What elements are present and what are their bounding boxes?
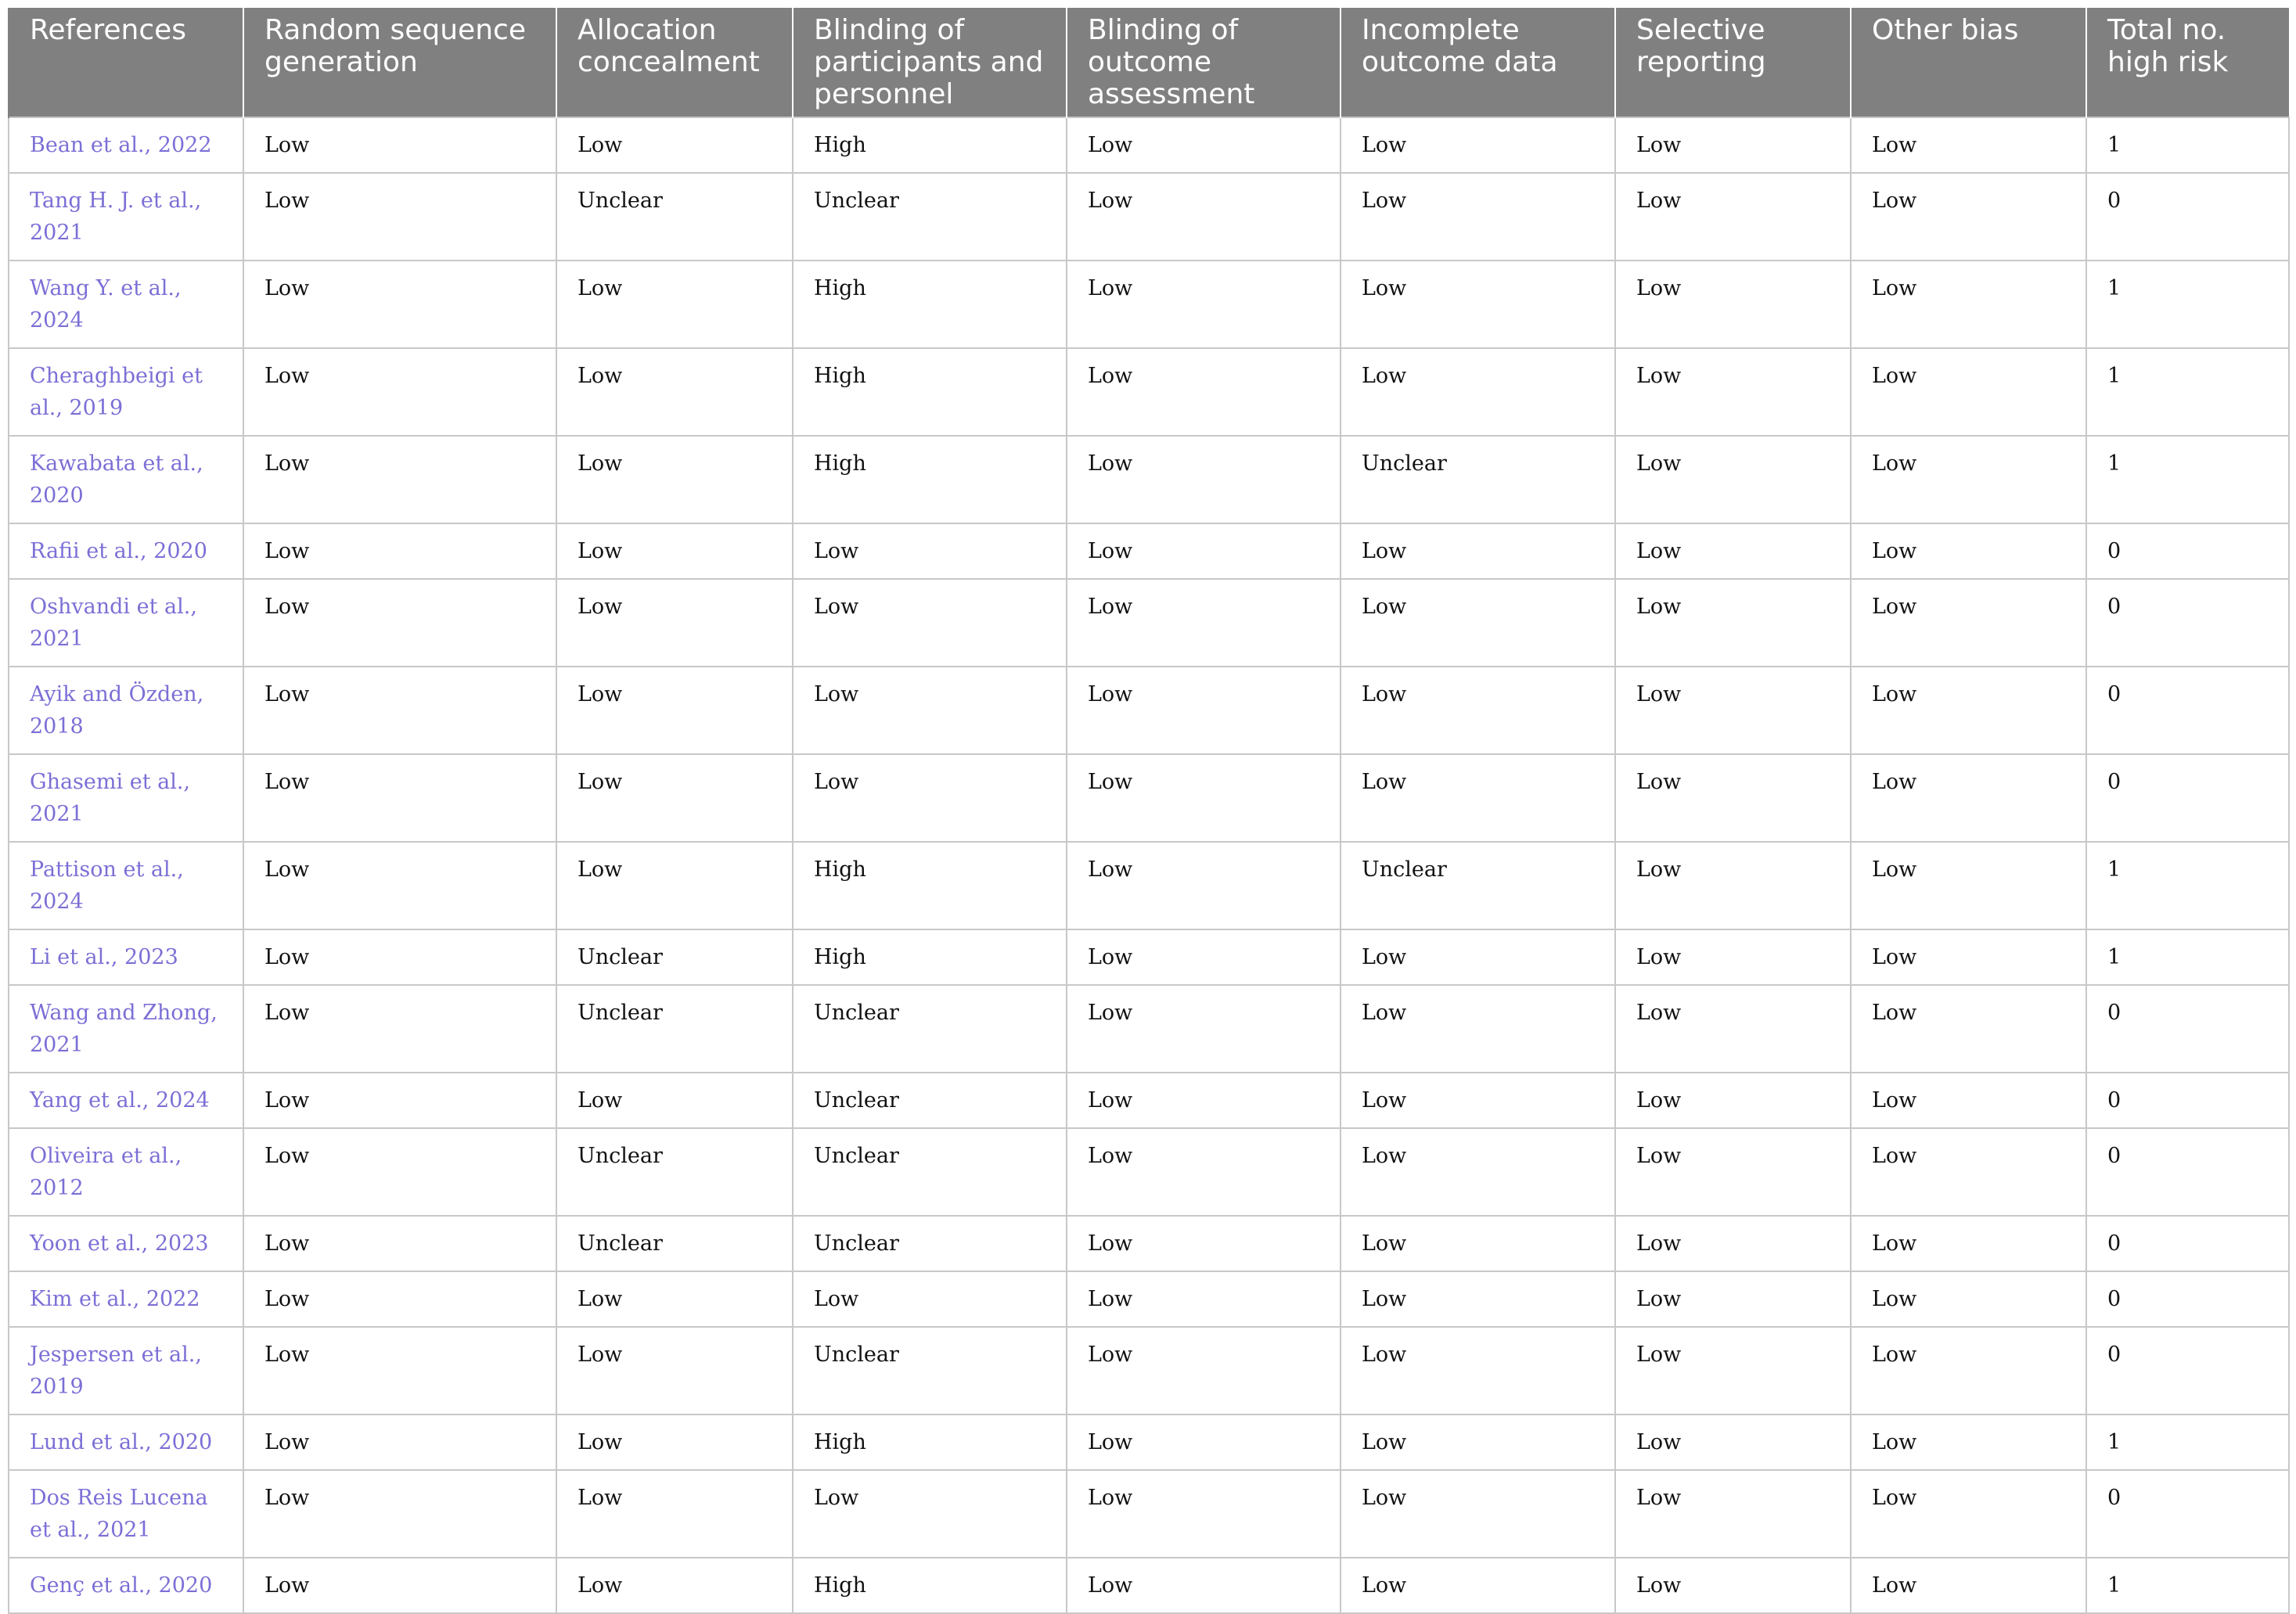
random-sequence-cell: Low [243, 1558, 556, 1613]
selective-reporting-cell: Low [1615, 436, 1851, 523]
blinding-participants-cell: High [793, 1558, 1067, 1613]
blinding-participants-cell: Low [793, 754, 1067, 842]
blinding-outcome-cell: Low [1067, 842, 1341, 929]
total-high-risk-cell: 0 [2086, 754, 2289, 842]
random-sequence-cell: Low [243, 985, 556, 1073]
other-bias-cell: Low [1851, 985, 2086, 1073]
total-high-risk-cell: 1 [2086, 261, 2289, 348]
reference-cell[interactable]: Rafii et al., 2020 [9, 523, 243, 579]
random-sequence-cell: Low [243, 1073, 556, 1128]
random-sequence-cell: Low [243, 436, 556, 523]
selective-reporting-cell: Low [1615, 1414, 1851, 1470]
table-body [9, 117, 2289, 1613]
selective-reporting-cell: Low [1615, 1470, 1851, 1558]
other-bias-cell: Low [1851, 523, 2086, 579]
blinding-outcome-cell: Low [1067, 1470, 1341, 1558]
blinding-outcome-cell: Low [1067, 173, 1341, 261]
reference-cell[interactable]: Ghasemi et al., 2021 [9, 754, 243, 842]
random-sequence-cell: Low [243, 1271, 556, 1327]
table-row [9, 1073, 2289, 1128]
header-other-bias: Other bias [1851, 8, 2086, 117]
blinding-outcome-cell: Low [1067, 1558, 1341, 1613]
total-high-risk-cell: 1 [2086, 929, 2289, 985]
allocation-concealment-cell: Low [556, 436, 793, 523]
incomplete-outcome-cell: Low [1341, 1558, 1615, 1613]
table-row [9, 579, 2289, 667]
allocation-concealment-cell: Unclear [556, 173, 793, 261]
blinding-participants-cell: Unclear [793, 1073, 1067, 1128]
total-high-risk-cell: 0 [2086, 667, 2289, 754]
incomplete-outcome-cell: Low [1341, 261, 1615, 348]
table-row [9, 523, 2289, 579]
incomplete-outcome-cell: Low [1341, 929, 1615, 985]
allocation-concealment-cell: Low [556, 1558, 793, 1613]
header-references: References [9, 8, 243, 117]
total-high-risk-cell: 0 [2086, 1073, 2289, 1128]
blinding-outcome-cell: Low [1067, 667, 1341, 754]
header-selective-reporting: Selective reporting [1615, 8, 1851, 117]
reference-cell[interactable]: Jespersen et al., 2019 [9, 1327, 243, 1414]
other-bias-cell: Low [1851, 1470, 2086, 1558]
blinding-participants-cell: High [793, 842, 1067, 929]
allocation-concealment-cell: Unclear [556, 929, 793, 985]
reference-cell[interactable]: Dos Reis Lucena et al., 2021 [9, 1470, 243, 1558]
allocation-concealment-cell: Unclear [556, 1216, 793, 1271]
incomplete-outcome-cell: Low [1341, 1271, 1615, 1327]
selective-reporting-cell: Low [1615, 842, 1851, 929]
selective-reporting-cell: Low [1615, 261, 1851, 348]
other-bias-cell: Low [1851, 117, 2086, 173]
total-high-risk-cell: 0 [2086, 579, 2289, 667]
selective-reporting-cell: Low [1615, 1558, 1851, 1613]
blinding-outcome-cell: Low [1067, 348, 1341, 436]
incomplete-outcome-cell: Low [1341, 1414, 1615, 1470]
incomplete-outcome-cell: Unclear [1341, 436, 1615, 523]
total-high-risk-cell: 0 [2086, 523, 2289, 579]
other-bias-cell: Low [1851, 1073, 2086, 1128]
blinding-outcome-cell: Low [1067, 117, 1341, 173]
allocation-concealment-cell: Low [556, 1327, 793, 1414]
total-high-risk-cell: 0 [2086, 985, 2289, 1073]
random-sequence-cell: Low [243, 348, 556, 436]
other-bias-cell: Low [1851, 579, 2086, 667]
selective-reporting-cell: Low [1615, 348, 1851, 436]
blinding-outcome-cell: Low [1067, 1327, 1341, 1414]
table-row [9, 348, 2289, 436]
total-high-risk-cell: 0 [2086, 1327, 2289, 1414]
allocation-concealment-cell: Low [556, 1470, 793, 1558]
other-bias-cell: Low [1851, 1414, 2086, 1470]
table-row [9, 1558, 2289, 1613]
other-bias-cell: Low [1851, 173, 2086, 261]
other-bias-cell: Low [1851, 842, 2086, 929]
table-row [9, 842, 2289, 929]
reference-cell[interactable]: Kawabata et al., 2020 [9, 436, 243, 523]
reference-cell[interactable]: Yang et al., 2024 [9, 1073, 243, 1128]
table-row [9, 1271, 2289, 1327]
random-sequence-cell: Low [243, 523, 556, 579]
selective-reporting-cell: Low [1615, 579, 1851, 667]
total-high-risk-cell: 0 [2086, 173, 2289, 261]
table-row [9, 117, 2289, 173]
other-bias-cell: Low [1851, 348, 2086, 436]
total-high-risk-cell: 0 [2086, 1271, 2289, 1327]
blinding-outcome-cell: Low [1067, 1073, 1341, 1128]
random-sequence-cell: Low [243, 1414, 556, 1470]
blinding-participants-cell: Unclear [793, 1216, 1067, 1271]
incomplete-outcome-cell: Low [1341, 173, 1615, 261]
random-sequence-cell: Low [243, 579, 556, 667]
selective-reporting-cell: Low [1615, 929, 1851, 985]
allocation-concealment-cell: Low [556, 1414, 793, 1470]
reference-cell[interactable]: Li et al., 2023 [9, 929, 243, 985]
incomplete-outcome-cell: Low [1341, 1470, 1615, 1558]
incomplete-outcome-cell: Low [1341, 754, 1615, 842]
other-bias-cell: Low [1851, 436, 2086, 523]
total-high-risk-cell: 1 [2086, 436, 2289, 523]
header-blinding-outcome: Blinding of outcome assessment [1067, 8, 1341, 117]
selective-reporting-cell: Low [1615, 667, 1851, 754]
blinding-participants-cell: Low [793, 1271, 1067, 1327]
other-bias-cell: Low [1851, 667, 2086, 754]
blinding-participants-cell: High [793, 929, 1067, 985]
blinding-participants-cell: High [793, 261, 1067, 348]
table-row [9, 1216, 2289, 1271]
total-high-risk-cell: 1 [2086, 348, 2289, 436]
other-bias-cell: Low [1851, 261, 2086, 348]
incomplete-outcome-cell: Low [1341, 579, 1615, 667]
blinding-participants-cell: Unclear [793, 173, 1067, 261]
allocation-concealment-cell: Low [556, 667, 793, 754]
reference-cell[interactable]: Wang and Zhong, 2021 [9, 985, 243, 1073]
blinding-outcome-cell: Low [1067, 1128, 1341, 1216]
incomplete-outcome-cell: Low [1341, 117, 1615, 173]
blinding-outcome-cell: Low [1067, 1216, 1341, 1271]
other-bias-cell: Low [1851, 1216, 2086, 1271]
table-row [9, 929, 2289, 985]
header-random-sequence-generation: Random sequence generation [243, 8, 556, 117]
blinding-participants-cell: Unclear [793, 1327, 1067, 1414]
random-sequence-cell: Low [243, 842, 556, 929]
table-header-row [9, 8, 2289, 117]
table-row [9, 436, 2289, 523]
blinding-participants-cell: High [793, 117, 1067, 173]
total-high-risk-cell: 1 [2086, 842, 2289, 929]
total-high-risk-cell: 1 [2086, 117, 2289, 173]
incomplete-outcome-cell: Low [1341, 1327, 1615, 1414]
allocation-concealment-cell: Low [556, 348, 793, 436]
allocation-concealment-cell: Low [556, 754, 793, 842]
blinding-participants-cell: Unclear [793, 1128, 1067, 1216]
header-total-high-risk: Total no. high risk [2086, 8, 2289, 117]
incomplete-outcome-cell: Low [1341, 348, 1615, 436]
blinding-outcome-cell: Low [1067, 985, 1341, 1073]
header-blinding-participants: Blinding of participants and personnel [793, 8, 1067, 117]
blinding-participants-cell: High [793, 348, 1067, 436]
random-sequence-cell: Low [243, 1128, 556, 1216]
blinding-participants-cell: High [793, 436, 1067, 523]
reference-cell[interactable]: Pattison et al., 2024 [9, 842, 243, 929]
allocation-concealment-cell: Low [556, 117, 793, 173]
blinding-outcome-cell: Low [1067, 754, 1341, 842]
other-bias-cell: Low [1851, 1327, 2086, 1414]
allocation-concealment-cell: Low [556, 1271, 793, 1327]
risk-of-bias-table [8, 8, 2290, 1614]
incomplete-outcome-cell: Low [1341, 1073, 1615, 1128]
allocation-concealment-cell: Low [556, 842, 793, 929]
other-bias-cell: Low [1851, 1128, 2086, 1216]
random-sequence-cell: Low [243, 173, 556, 261]
selective-reporting-cell: Low [1615, 1216, 1851, 1271]
table-row [9, 754, 2289, 842]
allocation-concealment-cell: Unclear [556, 1128, 793, 1216]
random-sequence-cell: Low [243, 1216, 556, 1271]
other-bias-cell: Low [1851, 1271, 2086, 1327]
blinding-outcome-cell: Low [1067, 579, 1341, 667]
allocation-concealment-cell: Low [556, 579, 793, 667]
blinding-participants-cell: Low [793, 667, 1067, 754]
total-high-risk-cell: 1 [2086, 1558, 2289, 1613]
header-allocation-concealment: Allocation concealment [556, 8, 793, 117]
selective-reporting-cell: Low [1615, 523, 1851, 579]
random-sequence-cell: Low [243, 1327, 556, 1414]
incomplete-outcome-cell: Unclear [1341, 842, 1615, 929]
incomplete-outcome-cell: Low [1341, 1128, 1615, 1216]
other-bias-cell: Low [1851, 754, 2086, 842]
table-row [9, 1470, 2289, 1558]
random-sequence-cell: Low [243, 117, 556, 173]
incomplete-outcome-cell: Low [1341, 523, 1615, 579]
blinding-outcome-cell: Low [1067, 929, 1341, 985]
table-row [9, 1128, 2289, 1216]
table-row [9, 261, 2289, 348]
selective-reporting-cell: Low [1615, 1271, 1851, 1327]
random-sequence-cell: Low [243, 754, 556, 842]
random-sequence-cell: Low [243, 1470, 556, 1558]
reference-cell[interactable]: Genç et al., 2020 [9, 1558, 243, 1613]
table-row [9, 173, 2289, 261]
blinding-participants-cell: Low [793, 579, 1067, 667]
reference-cell[interactable]: Bean et al., 2022 [9, 117, 243, 173]
blinding-outcome-cell: Low [1067, 523, 1341, 579]
reference-cell[interactable]: Oliveira et al., 2012 [9, 1128, 243, 1216]
header-incomplete-outcome: Incomplete outcome data [1341, 8, 1615, 117]
reference-cell[interactable]: Yoon et al., 2023 [9, 1216, 243, 1271]
random-sequence-cell: Low [243, 261, 556, 348]
selective-reporting-cell: Low [1615, 173, 1851, 261]
blinding-participants-cell: Low [793, 1470, 1067, 1558]
reference-cell[interactable]: Wang Y. et al., 2024 [9, 261, 243, 348]
other-bias-cell: Low [1851, 929, 2086, 985]
reference-cell[interactable]: Kim et al., 2022 [9, 1271, 243, 1327]
selective-reporting-cell: Low [1615, 1128, 1851, 1216]
risk-of-bias-table-container [8, 8, 2288, 1614]
reference-cell[interactable]: Cheraghbeigi et al., 2019 [9, 348, 243, 436]
other-bias-cell: Low [1851, 1558, 2086, 1613]
blinding-participants-cell: High [793, 1414, 1067, 1470]
table-row [9, 667, 2289, 754]
reference-cell[interactable]: Oshvandi et al., 2021 [9, 579, 243, 667]
table-row [9, 985, 2289, 1073]
blinding-outcome-cell: Low [1067, 261, 1341, 348]
blinding-participants-cell: Unclear [793, 985, 1067, 1073]
allocation-concealment-cell: Low [556, 523, 793, 579]
allocation-concealment-cell: Unclear [556, 985, 793, 1073]
table-row [9, 1414, 2289, 1470]
total-high-risk-cell: 0 [2086, 1470, 2289, 1558]
blinding-participants-cell: Low [793, 523, 1067, 579]
blinding-outcome-cell: Low [1067, 1271, 1341, 1327]
blinding-outcome-cell: Low [1067, 1414, 1341, 1470]
selective-reporting-cell: Low [1615, 985, 1851, 1073]
selective-reporting-cell: Low [1615, 1073, 1851, 1128]
selective-reporting-cell: Low [1615, 754, 1851, 842]
total-high-risk-cell: 1 [2086, 1414, 2289, 1470]
selective-reporting-cell: Low [1615, 1327, 1851, 1414]
incomplete-outcome-cell: Low [1341, 985, 1615, 1073]
random-sequence-cell: Low [243, 667, 556, 754]
random-sequence-cell: Low [243, 929, 556, 985]
reference-cell[interactable]: Ayik and Özden, 2018 [9, 667, 243, 754]
blinding-outcome-cell: Low [1067, 436, 1341, 523]
allocation-concealment-cell: Low [556, 1073, 793, 1128]
reference-cell[interactable]: Lund et al., 2020 [9, 1414, 243, 1470]
total-high-risk-cell: 0 [2086, 1128, 2289, 1216]
allocation-concealment-cell: Low [556, 261, 793, 348]
incomplete-outcome-cell: Low [1341, 1216, 1615, 1271]
reference-cell[interactable]: Tang H. J. et al., 2021 [9, 173, 243, 261]
selective-reporting-cell: Low [1615, 117, 1851, 173]
total-high-risk-cell: 0 [2086, 1216, 2289, 1271]
table-row [9, 1327, 2289, 1414]
incomplete-outcome-cell: Low [1341, 667, 1615, 754]
